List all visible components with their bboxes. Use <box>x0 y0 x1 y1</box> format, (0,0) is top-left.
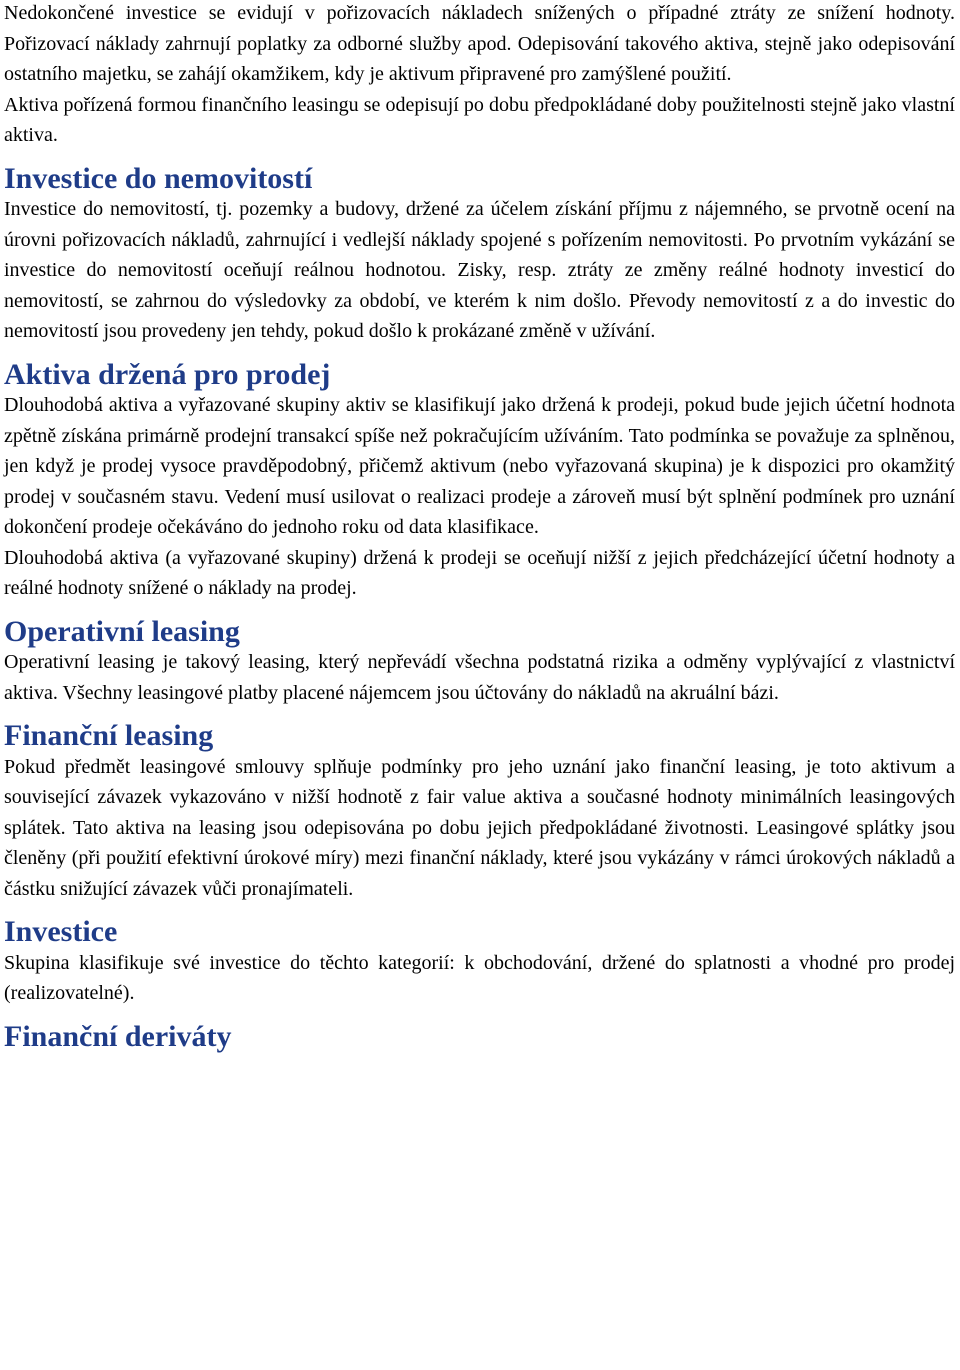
section-aktiva-prodej <box>4 357 955 604</box>
section-investice-nemovitosti <box>4 161 955 347</box>
section-heading: Finanční leasing <box>4 719 214 752</box>
intro-section <box>4 0 955 151</box>
section-financni-leasing <box>4 721 955 904</box>
section-paragraph: Operativní leasing je takový leasing, který nepřevádí všechna podstatná rizika a odměny vyplývající z vlastnictví aktiva. Všechny leasingové platby placené nájemcem jsou účtovány do nákladů na akruální bázi. <box>4 651 955 704</box>
section-paragraph: Skupina klasifikuje své investice do těchto kategorií: k obchodování, držené do splatnosti a vhodné pro prodej (realizovatelné). <box>4 951 955 1004</box>
section-financni-derivaty <box>4 1019 955 1053</box>
intro-paragraph-2: Aktiva pořízená formou finančního leasingu se odepisují po dobu předpokládané doby použitelnosti stejně jako vlastní aktiva. <box>4 93 955 146</box>
section-heading: Investice <box>4 915 118 948</box>
section-heading: Investice do nemovitostí <box>4 161 313 195</box>
section-investice <box>4 917 955 1009</box>
section-paragraph: Pokud předmět leasingové smlouvy splňuje podmínky pro jeho uznání jako finanční leasing, je toto aktivum a související závazek vykazováno v nižší hodnotě z fair value aktiva a současné hodnoty minimálních leasingových splátek. Tato aktiva na leasing jsou odepisována po dobu jejich předpokládané životnosti. Leasingové splátky jsou členěny (při použití efektivní úrokové míry) mezi finanční náklady, které jsou vykázány v rámci úrokových nákladů a částku snižující závazek vůči pronajímateli. <box>4 755 955 900</box>
document-page <box>4 0 955 1052</box>
section-heading: Finanční deriváty <box>4 1019 232 1053</box>
section-operativni-leasing <box>4 614 955 709</box>
intro-paragraph-1: Nedokončené investice se evidují v pořizovacích nákladech snížených o případné ztráty ze snížení hodnoty. Pořizovací náklady zahrnují poplatky za odborné služby apod. Odepisování takového aktiva, stejně jako odepisování ostatního majetku, se zahájí okamžikem, kdy je aktivum připravené pro zamýšlené použití. <box>4 2 955 85</box>
section-paragraph: Dlouhodobá aktiva a vyřazované skupiny aktiv se klasifikují jako držená k prodeji, pokud bude jejich účetní hodnota zpětně získána primárně prodejní transakcí spíše než pokračujícím užíváním. Tato podmínka se považuje za splněnou, jen když je prodej vysoce pravděpodobný, přičemž aktivum (nebo vyřazovaná skupina) je k dispozici pro okamžitý prodej v současném stavu. Vedení musí usilovat o realizaci prodeje a zároveň musí být splnění podmínek pro uznání dokončení prodeje očekáváno do jednoho roku od data klasifikace. <box>4 394 955 538</box>
section-heading: Aktiva držená pro prodej <box>4 357 331 391</box>
section-paragraph: Investice do nemovitostí, tj. pozemky a budovy, držené za účelem získání příjmu z nájemného, se prvotně ocení na úrovni pořizovacích nákladů, zahrnující i vedlejší náklady spojené s pořízením nemovitosti. Po prvotním vykázání se investice do nemovitostí oceňují reálnou hodnotou. Zisky, resp. ztráty ze změny reálné hodnoty investicí do nemovitostí, se zahrnou do výsledovky za období, ve kterém k nim došlo. Převody nemovitostí z a do investic do nemovitostí jsou provedeny jen tehdy, pokud došlo k prokázané změně v užívání. <box>4 198 955 342</box>
section-heading: Operativní leasing <box>4 614 240 648</box>
section-paragraph: Dlouhodobá aktiva (a vyřazované skupiny) držená k prodeji se oceňují nižší z jejich předcházející účetní hodnoty a reálné hodnoty snížené o náklady na prodej. <box>4 546 955 599</box>
